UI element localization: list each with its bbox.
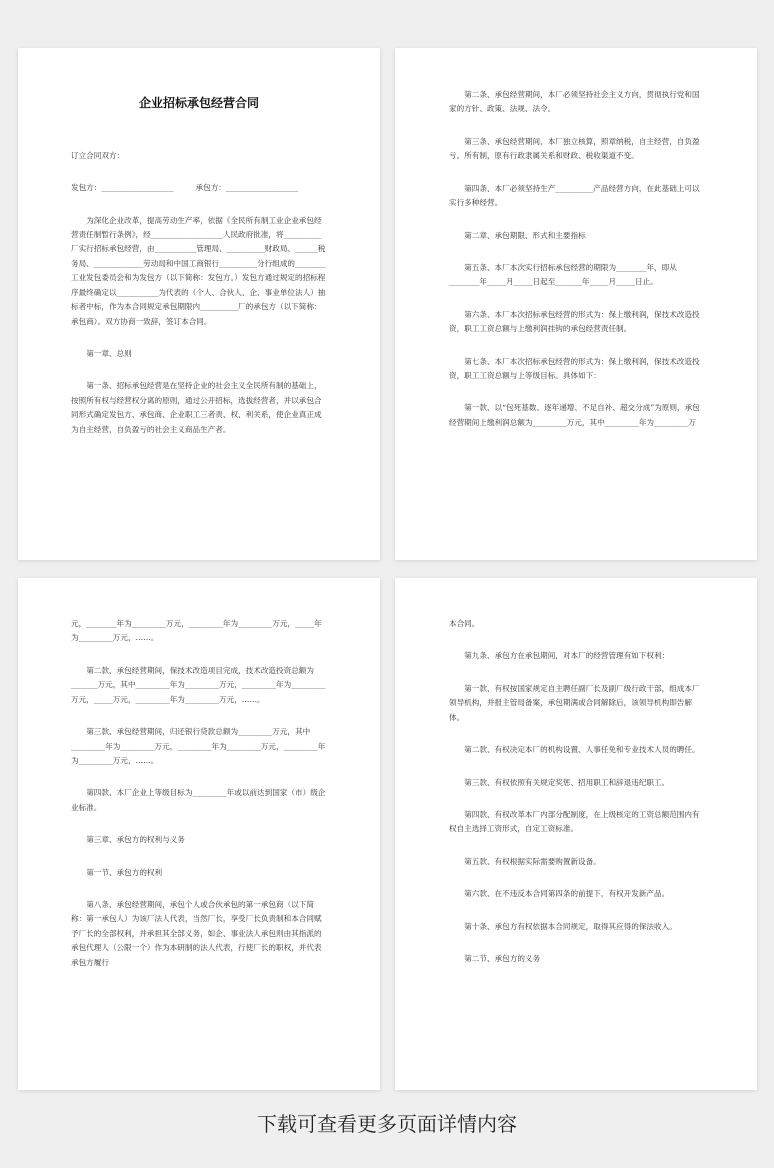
parties-intro: 订立合同双方： <box>71 150 125 160</box>
chapter-heading: 第二章、承包期限、形式和主要指标 <box>464 230 586 240</box>
article-paragraph: 第四条、本厂必须坚持生产__________产品经营方向，在此基础上可以实行多种经营。 <box>449 183 700 208</box>
clause-paragraph: 第六款、在不违反本合同第四条的前提下，有权开发新产品。 <box>464 889 670 899</box>
article-paragraph: 第二条、承包经营期间，本厂必须坚持社会主义方向，贯彻执行党和国家的方针、政策、法规、法令。 <box>449 90 700 114</box>
section-heading: 第二节、承包方的义务 <box>464 954 541 964</box>
clause-paragraph: 第三款、有权依照有关规定奖惩、招用职工和辞退违纪职工。 <box>464 777 670 787</box>
article-paragraph: 第三条、承包经营期间，本厂独立核算，照章纳税，自主经营，自负盈亏。所有制，原有行政隶属关系和财政、税收渠道不变。 <box>449 136 700 161</box>
clause-paragraph: 第二款、有权决定本厂的机构设置、人事任免和专业技术人员的聘任。 <box>464 745 700 755</box>
article-paragraph: 第七条、本厂本次招标承包经营的形式为：保上缴利润，保技术改造投资，职工工资总额与上等级目标。具体如下： <box>449 356 700 381</box>
article-paragraph: 第八条、承包经营期间，承包个人或合伙承包的第一承包商（以下简称：第一承包人）为该厂法人代表，当然厂长，享受厂长负责制和本合同赋予厂长的全部权利，并承担其全部义务，如企、事业法人承包则由其指派的承包代理人（公限一个）作为本研制的法人代表，行使厂长的职权，并代表承包方履行 <box>71 900 322 967</box>
document-page-3 <box>18 578 380 1090</box>
continued-text: 本合同。 <box>449 619 480 628</box>
party-b-label: 承包方：___________________ <box>195 183 299 193</box>
chapter-heading: 第一章、总则 <box>86 349 132 359</box>
article-paragraph: 第十条、承包方有权依据本合同规定，取得其应得的保法收入。 <box>464 921 677 931</box>
continued-text: 元，________年为_________万元，_________年为_________万元，_____年为_________万元，……。 <box>71 619 322 643</box>
document-page-2 <box>395 48 757 560</box>
section-heading: 第一节、承包方的权利 <box>86 867 163 877</box>
document-page-4 <box>395 578 757 1090</box>
download-more-caption: 下载可查看更多页面详情内容 <box>257 1112 517 1136</box>
clause-paragraph: 第五款、有权根据实际需要购置新设备。 <box>464 856 601 866</box>
clause-paragraph: 第三款、承包经营期间，归还银行贷款总额为_________万元，其中_________年为_________万元，_________年为_________万元，_________年为_________万元，……。 <box>71 727 326 765</box>
preamble-paragraph: 为深化企业改革，提高劳动生产率，依据《全民所有制工业企业承包经营责任制暂行条例》，经___________________人民政府批准，将__________厂实行招标承包经营，由___________管理局、__________财政局、______税务局、_____________劳动局和中国工商银行__________分行组成的________工业发包委员会和为发包方（以下简称：发包方。）发包方通过规定的招标程序最终确定以___________为代表的（个人、合伙人、企、事业单位法人）抽标者中标，作为本合同规定承包期限内__________厂的承包方（以下简称：承包商）。双方协商一致辞，签订本合同。 <box>71 215 326 326</box>
article-paragraph: 第一条、招标承包经营是在坚持企业的社会主义全民所有制的基础上，按照所有权与经营权分离的原则，通过公开招标，选拔经营者，并以承包合同形式确定发包方、承包商、企业职工三者责、权、利关系，使企业真正成为自主经营，自负盈亏的社会主义商品生产者。 <box>71 381 322 434</box>
clause-paragraph: 第一款、有权按国家规定自主聘任副厂长及副厂级行政干部，组成本厂领导机构，并报主管局备案，承包期满或合同解除后，该领导机构即告解体。 <box>449 683 700 722</box>
chapter-heading: 第三章、承包方的权利与义务 <box>86 835 185 845</box>
article-paragraph: 第六条、本厂本次招标承包经营的形式为：保上缴利润，保技术改造投资，职工工资总额与上缴利润挂钩的承包经营责任制。 <box>449 309 700 334</box>
article-paragraph: 第九条、承包方在承包期间，对本厂的经营管理有如下权利： <box>464 651 670 661</box>
signature-line <box>71 181 327 195</box>
clause-paragraph: 第四款、本厂企业上等级目标为_________年或以前达到国家（市）级企业标准。 <box>71 788 326 812</box>
document-page-1 <box>18 48 380 560</box>
party-a-label: 发包方：___________________ <box>71 183 174 193</box>
clause-paragraph: 第一款、以“包死基数、逐年递增、不足自补、超交分成”为原则，承包经营期间上缴利润总额为_________万元，其中_________年为_________万 <box>449 403 700 427</box>
clause-paragraph: 第四款、有权改革本厂内部分配制度，在上级核定的工资总额范围内有权自主选择工资形式，自定工资标准。 <box>449 809 700 834</box>
contract-title: 企业招标承包经营合同 <box>138 96 259 110</box>
article-paragraph: 第五条、本厂本次实行招标承包经营的期限为________年，即从________年_____月_____日起至_______年_____月_____日止。 <box>449 262 677 287</box>
clause-paragraph: 第二款、承包经营期间，保技术改造项目完成，技术改造投资总额为_______万元，其中_________年为_________万元，_________年为_________万元，_____万元，_________年为_________万元，……。 <box>71 665 326 704</box>
